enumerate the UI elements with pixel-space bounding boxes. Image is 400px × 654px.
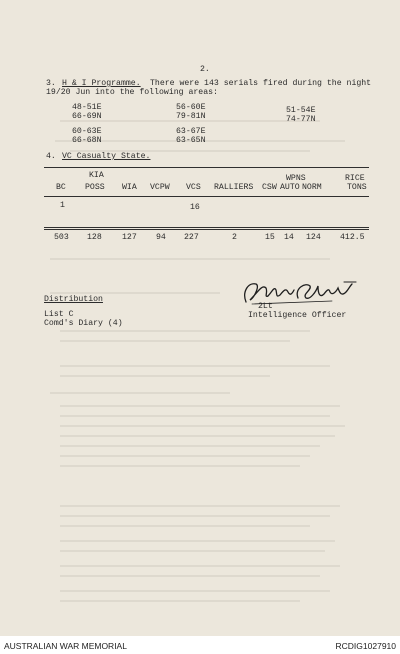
area-cell: 48-51E: [72, 103, 102, 112]
area-cell: 66-68N: [72, 136, 102, 145]
distribution-item: Comd's Diary (4): [44, 319, 123, 328]
table-header-cell: NORM: [302, 183, 322, 192]
table-header-cell: BC: [56, 183, 66, 192]
table-total-cell: 124: [306, 233, 321, 242]
section-3-number: 3.: [46, 79, 56, 88]
table-cell: 1: [60, 201, 65, 210]
table-top-rule: [44, 167, 369, 168]
area-cell: 63-65N: [176, 136, 206, 145]
table-header-cell: WIA: [122, 183, 137, 192]
table-totals-rule-double: [44, 229, 369, 230]
section-3-text: There were 143 serials fired during the night: [150, 79, 372, 88]
signatory-title: Intelligence Officer: [248, 311, 347, 320]
table-header-cell: POSS: [85, 183, 105, 192]
table-header-cell: CSW: [262, 183, 277, 192]
archive-footer: [0, 636, 400, 654]
table-total-cell: 127: [122, 233, 137, 242]
handwritten-signature: [232, 278, 362, 306]
table-total-cell: 15: [265, 233, 275, 242]
page-number: 2.: [200, 65, 210, 74]
archive-name: AUSTRALIAN WAR MEMORIAL: [4, 641, 127, 651]
table-header-cell: TONS: [347, 183, 367, 192]
area-cell: 74-77N: [286, 115, 316, 124]
table-total-cell: 128: [87, 233, 102, 242]
table-header-kia: KIA: [89, 171, 104, 180]
archive-reference: RCDIG1027910: [335, 641, 396, 651]
area-cell: 51-54E: [286, 106, 316, 115]
table-cell: 16: [190, 203, 200, 212]
table-total-cell: 2: [232, 233, 237, 242]
distribution-title: Distribution: [44, 295, 103, 304]
table-header-rule: [44, 196, 369, 197]
table-header-cell: RALLIERS: [214, 183, 254, 192]
table-total-cell: 94: [156, 233, 166, 242]
table-total-cell: 14: [284, 233, 294, 242]
table-header-cell: AUTO: [280, 183, 300, 192]
table-header-cell: VCPW: [150, 183, 170, 192]
table-total-cell: 227: [184, 233, 199, 242]
area-cell: 66-69N: [72, 112, 102, 121]
area-cell: 56-60E: [176, 103, 206, 112]
section-4-title: VC Casualty State.: [62, 152, 151, 161]
table-header-rice: RICE: [345, 174, 365, 183]
section-3-text-line2: 19/20 Jun into the following areas:: [46, 88, 218, 97]
table-header-wpns: WPNS: [286, 174, 306, 183]
section-4-number: 4.: [46, 152, 56, 161]
table-total-cell: 503: [54, 233, 69, 242]
area-cell: 79-81N: [176, 112, 206, 121]
section-3-title: H & I Programme.: [62, 79, 141, 88]
table-header-cell: VCS: [186, 183, 201, 192]
table-total-cell: 412.5: [340, 233, 365, 242]
area-cell: 60-63E: [72, 127, 102, 136]
distribution-item: List C: [44, 310, 74, 319]
area-cell: 63-67E: [176, 127, 206, 136]
signatory-rank: 2Lt: [258, 302, 273, 311]
table-totals-rule: [44, 227, 369, 228]
